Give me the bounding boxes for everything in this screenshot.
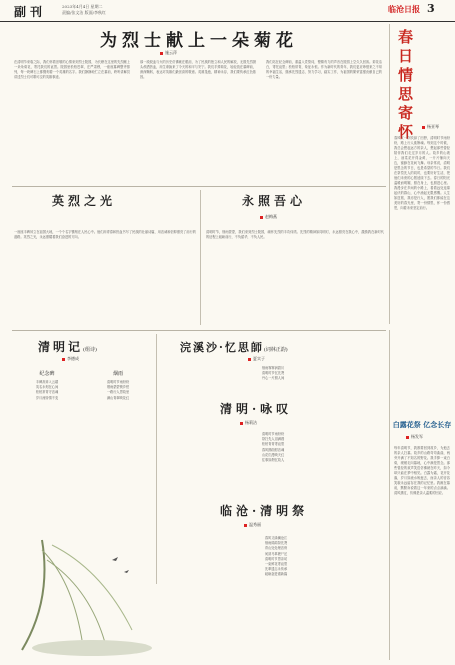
poem-line: 英名永刻在心间: [35, 385, 59, 390]
article-title: 白露花祭 亿念长存: [392, 420, 452, 429]
byline-marker-icon: [260, 216, 263, 219]
poem-line: 满山青翠映花红: [106, 395, 130, 400]
poem-heroes-light: [12, 190, 198, 325]
poem-line: 春风拂面慰忠魂: [261, 447, 285, 452]
poem-line: 细雨霏霏润碧川: [261, 366, 285, 370]
poem-line: 清明时节雨纷纷: [261, 432, 285, 436]
sidebar-article: [392, 24, 452, 324]
page-number: 3: [427, 2, 435, 15]
poem-part-2: [84, 370, 152, 401]
poem-byline: 李德成: [62, 356, 79, 362]
poem-line: 清明时节忆先贤: [261, 371, 285, 376]
poem-line: 松柏常青守忠魂: [35, 390, 59, 395]
date-line: 2023年4月4日 星期二: [62, 4, 103, 9]
poem-byline: 温秀丽: [244, 522, 261, 528]
byline-marker-icon: [248, 358, 251, 361]
masthead: [0, 0, 455, 20]
poem-huanxisha: [160, 334, 386, 394]
poem-body: 清明时节，细雨蒙蒙，我们来到烈士陵园，缅怀先烈的丰功伟绩。先烈的精神如同明灯，永远照亮在我心中，激励我在新时代的征程上砥砺前行，不负韶华，不负人民。: [206, 230, 384, 239]
poem-lines: [176, 536, 376, 578]
poem-line: 一路行人思故里: [106, 390, 130, 395]
poem-title: 浣溪沙·忆思師(词林正韵): [180, 341, 288, 354]
byline-marker-icon: [62, 358, 65, 361]
main-col-3: 我们站在纪念碑前，重温入党誓词，铿锵有力的声音在陵园上空久久回荡。菊花洁白，寄托哀思；松柏常青，象征永恒。作为新时代的青年，我们更应珍惜来之不易的幸福生活，继承先烈遗志，努力学习，踏实工作，为祖国的繁荣富强贡献自己的一份力量。: [266, 60, 382, 79]
part-heading: 烟雨: [112, 371, 123, 377]
article-byline: 杨发军: [406, 434, 423, 440]
poem-body: 一座座丰碑耸立在祖国大地，一个个名字镌刻在人民心中。他们用青春和热血书写了民族的壮丽诗篇，用忠诚和信仰照亮了前行的道路。英烈之光，永远照耀着我们奋进的方向。: [14, 230, 196, 239]
poem-line: 往事如烟忆故人: [261, 458, 285, 463]
brand-logo: 临沧日报: [388, 4, 420, 14]
main-col-1: 在清明节来临之际，我们怀着崇敬的心情来到烈士陵园，为长眠在这里的先烈献上一朵朵菊花，寄托我们的哀思。陵园里松柏苍翠，庄严肃穆，一座座墓碑整齐排列，每一块碑石上都镌刻着一个英雄的名字。我们静静地伫立在墓前，聆听讲解员讲述烈士们可歌可泣的英雄事迹。: [14, 60, 130, 79]
poem-line: 松柏青青寄哀思: [261, 442, 285, 447]
sidebar-byline: 杨亚琴: [422, 124, 439, 130]
byline-marker-icon: [244, 524, 247, 527]
byline-marker-icon: [422, 126, 425, 129]
poem-forever-heart: [204, 190, 386, 325]
mid-divider: [200, 190, 201, 325]
poem-part-1: [14, 370, 80, 401]
poem-line: 祭扫先人泪满襟: [261, 437, 285, 442]
main-title: 为烈士献上一朵菊花: [100, 31, 298, 51]
poem-line: 丹心一片照人间: [261, 376, 285, 381]
poem-line: 春风又绿澜沧江: [264, 536, 288, 540]
poem-title: 清明·咏叹: [220, 402, 293, 416]
header-rule: [0, 21, 455, 22]
poem-byline: 赵梅燕: [260, 214, 277, 220]
poem-line: 砥砺奋进谱新篇: [264, 572, 288, 577]
poem-lines: [190, 366, 356, 382]
main-col-2: 那一段段血与火的历史仿佛就在眼前，为了民族的独立和人民的解放，无数先烈抛头颅洒热血，用生命换来了今天的和平与安宁。我们手捧菊花，轻轻放在墓碑前，深深鞠躬，表达对英雄们最崇高的敬意。英雄虽逝，精神永存，我们要传承红色基因。: [140, 60, 256, 79]
sidebar-divider: [389, 24, 390, 324]
byline-marker-icon: [406, 436, 409, 439]
poem-title: 清明记(组诗): [38, 340, 97, 354]
byline-marker-icon: [160, 52, 163, 55]
poem-byline: 杨莉洁: [240, 420, 257, 426]
poem-line: 清明时节雨纷纷: [106, 380, 130, 384]
poem-line: 岁月流转情不变: [35, 395, 59, 400]
willow-illustration: [12, 520, 162, 660]
poem-line: 烟雨蒙蒙锁乡愁: [106, 385, 130, 390]
article-body: 每年清明节，我都要回到故乡，为逝去的亲人扫墓。故乡的山路弯弯曲曲，两旁开满了不知名的野花。我手捧一束白菊，缓缓走向墓地，心中满是思念。那些曾经的欢声笑语仿佛就在昨天，如今却只能在梦中相见。白露为霜，花开花落，岁月如流水般逝去，而亲人的音容笑貌永远留存在我的记忆里。我跪在墓前，默默诉说着这一年来的点点滴滴。清风拂过，仿佛是亲人温柔的回应。: [394, 446, 450, 495]
poem-line: 何须马革裹尸还: [264, 551, 288, 556]
poem-line: 一束鲜花寄哀思: [264, 562, 288, 567]
editor-line: 责编/张文洁 版面/李秋红: [62, 10, 106, 15]
poem-line: 细雨绵绵祭先贤: [264, 541, 288, 546]
poem-qingming-yongtan: [160, 398, 386, 496]
poem-line: 丰碑高耸入云端: [35, 380, 59, 384]
section-rule-2: [12, 330, 386, 331]
sidebar-title: 春日情思寄怀: [398, 28, 414, 141]
lower-right-divider: [389, 330, 390, 660]
poem-line: 山花烂漫映天红: [261, 452, 285, 457]
sidebar-body: 春风又一次吹绿了田野，清明时节雨纷纷，路上行人欲断魂。每到这个时候，我总会想起远方的亲人，想起那些曾经陪伴我们走过岁月的人。故乡的山坡上，油菜花开得金黄，一片片铺向天边，蜜蜂在花间飞舞。母亲常说，清明是思念的节日，也是希望的节日。我们在祭奠先人的同时，也要好好生活，把他们未竟的心愿延续下去。春日的阳光温暖而明媚，照在身上，也照进心里。我漫步在乡间的小路上，看着远处连绵起伏的群山，心中涌起无限感慨。人生如逆旅，我亦是行人，愿我们都能在这美好的春光里，寄一份情思，怀一份感恩，向着未来坚定前行。: [394, 136, 450, 210]
main-article: [12, 24, 386, 184]
poem-title: 临沧·清明祭: [220, 504, 309, 518]
part-heading: 纪念碑: [39, 371, 55, 377]
poem-title: 英烈之光: [52, 194, 117, 208]
section-rule-1: [12, 186, 386, 187]
section-name: 副刊: [14, 5, 47, 19]
article-chrysanthemum-memory: [392, 332, 452, 660]
poem-title: 永照吾心: [242, 194, 307, 208]
poem-line: 青山处处埋忠骨: [264, 546, 288, 551]
poem-lincang: [160, 500, 386, 660]
byline-marker-icon: [240, 422, 243, 425]
main-byline: 施云萍: [160, 50, 177, 56]
poem-lines: [166, 432, 380, 463]
poem-line: 清明时节思亲切: [264, 556, 288, 561]
poem-byline: 夏实子: [248, 356, 265, 362]
poem-line: 先辈遗志永传承: [264, 567, 288, 572]
